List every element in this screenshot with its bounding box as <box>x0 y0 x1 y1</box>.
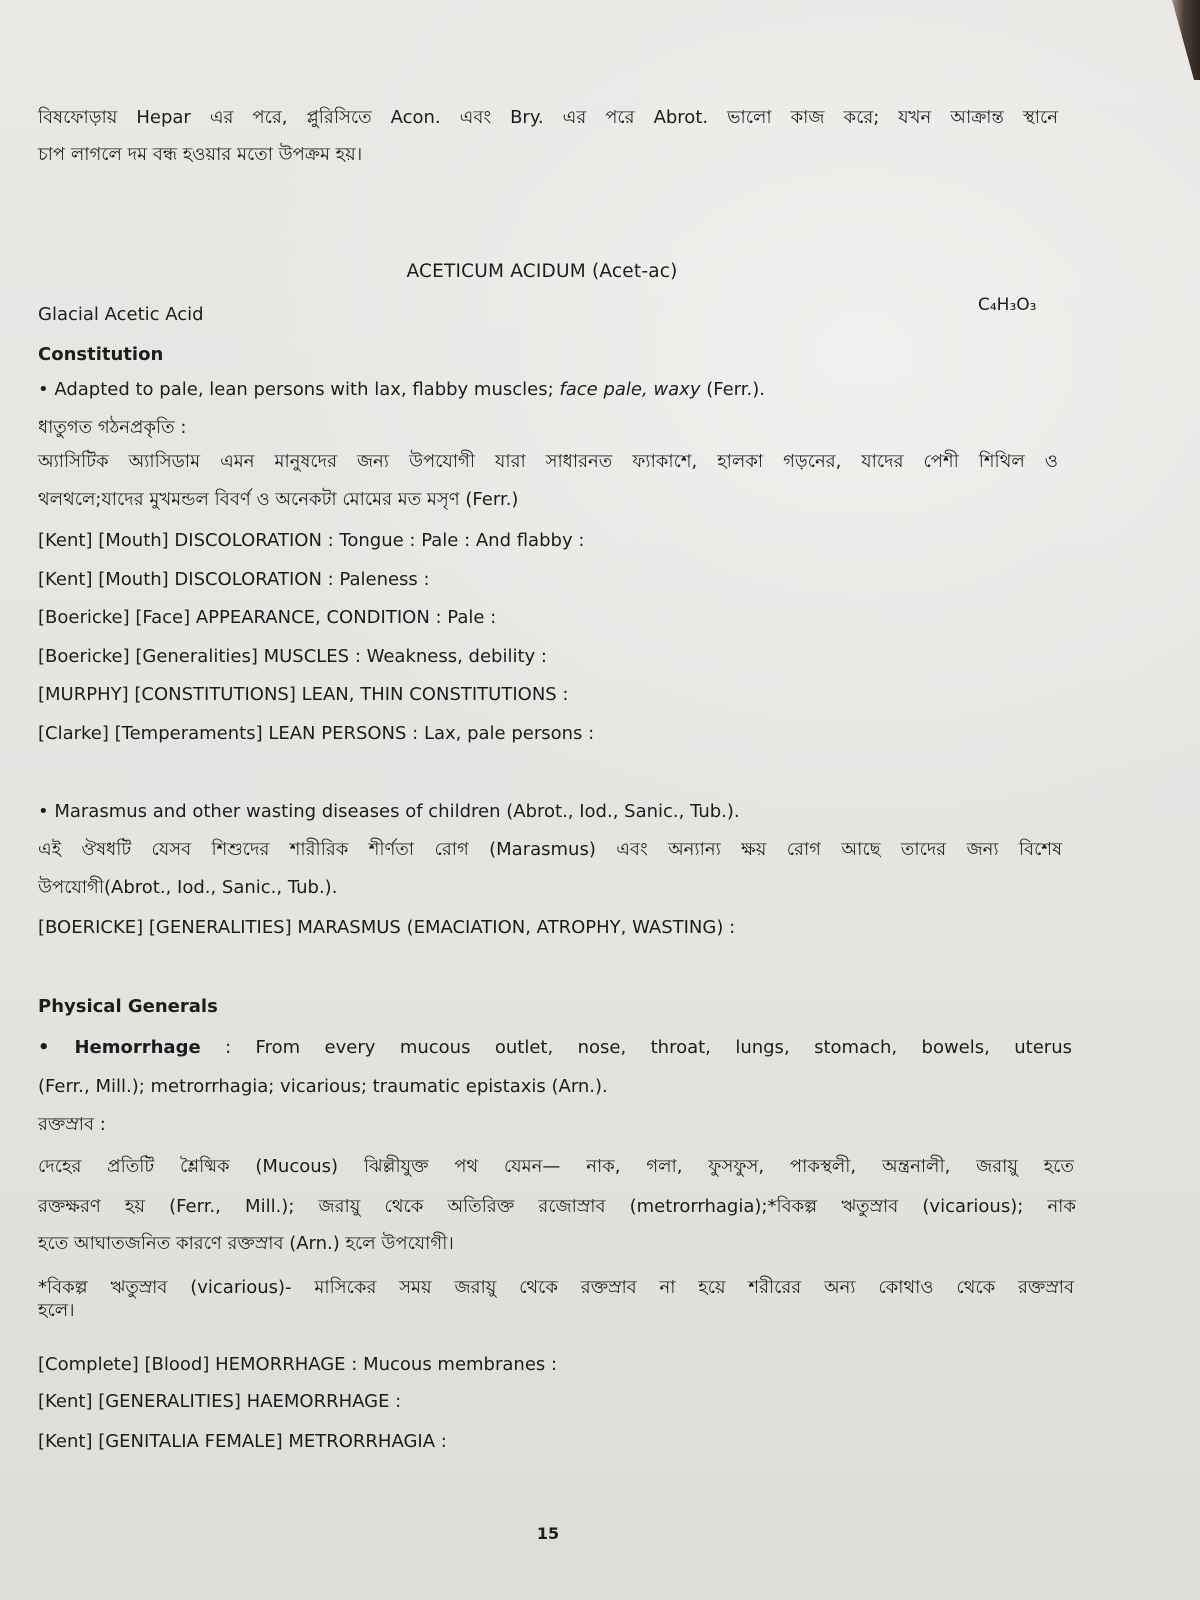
bengali-translation-line: রক্তক্ষরণ হয় (Ferr., Mill.); জরায়ু থেকে অতিরিক্ত রজোস্রাব (metrorrhagia);*বিকল্প ঋতুস্রাব (vicarious); নাক <box>38 1196 1076 1217</box>
section-heading-physical-generals: Physical Generals <box>38 996 218 1017</box>
bengali-translation-line: দেহের প্রতিটি শ্লৈষ্মিক (Mucous) ঝিল্লীযুক্ত পথ যেমন— নাক, গলা, ফুসফুস, পাকস্থলী, অন্ত্রনালী, জরায়ু হতে <box>38 1156 1074 1177</box>
symptom-text: (Ferr.). <box>700 379 765 400</box>
repertory-rubric: [Complete] [Blood] HEMORRHAGE : Mucous membranes : <box>38 1354 558 1375</box>
symptom-term: Hemorrhage <box>74 1037 201 1058</box>
page-edge-shadow <box>1160 0 1200 80</box>
repertory-rubric: [MURPHY] [CONSTITUTIONS] LEAN, THIN CONSTITUTIONS : <box>38 684 569 705</box>
symptom-italic-text: face pale, waxy <box>559 379 701 400</box>
remedy-title: ACETICUM ACIDUM (Acet-ac) <box>406 261 678 282</box>
symptom-text: • Adapted to pale, lean persons with lax, flabby muscles; <box>38 379 560 400</box>
repertory-rubric: [Kent] [Mouth] DISCOLORATION : Tongue : Pale : And flabby : <box>38 530 585 551</box>
symptom-line: • Marasmus and other wasting diseases of children (Abrot., Iod., Sanic., Tub.). <box>38 801 740 822</box>
bengali-heading: ধাতুগত গঠনপ্রকৃতি : <box>38 417 187 438</box>
symptom-line <box>38 371 765 409</box>
symptom-line <box>38 1029 1072 1067</box>
repertory-rubric: [Kent] [Mouth] DISCOLORATION : Paleness : <box>38 569 430 590</box>
footnote-line: *বিকল্প ঋতুস্রাব (vicarious)- মাসিকের সময় জরায়ু থেকে রক্তস্রাব না হয়ে শরীরের অন্য কোথাও থেকে রক্তস্রাব <box>38 1277 1074 1298</box>
remedy-common-name: Glacial Acetic Acid <box>38 304 204 325</box>
section-heading-constitution: Constitution <box>38 344 164 365</box>
repertory-rubric: [Boericke] [Generalities] MUSCLES : Weakness, debility : <box>38 646 547 667</box>
symptom-line: (Ferr., Mill.); metrorrhagia; vicarious; traumatic epistaxis (Arn.). <box>38 1076 608 1097</box>
bengali-translation-line: হতে আঘাতজনিত কারণে রক্তস্রাব (Arn.) হলে উপযোগী। <box>38 1233 454 1254</box>
bengali-translation-line: অ্যাসিটিক অ্যাসিডাম এমন মানুষদের জন্য উপযোগী যারা সাধারনত ফ্যাকাশে, হালকা গড়নের, যাদের পেশী শিথিল ও <box>38 451 1058 472</box>
footnote-line: হলে। <box>38 1300 75 1321</box>
chemical-formula: C₄H₃O₃ <box>978 295 1037 315</box>
intro-line: চাপ লাগলে দম বন্ধ হওয়ার মতো উপক্রম হয়। <box>38 144 363 165</box>
repertory-rubric: [Boericke] [Face] APPEARANCE, CONDITION : Pale : <box>38 607 497 628</box>
bullet: • <box>38 1037 75 1058</box>
bengali-translation-line: উপযোগী(Abrot., Iod., Sanic., Tub.). <box>38 877 338 898</box>
bengali-translation-line: থলথলে;যাদের মুখমন্ডল বিবর্ণ ও অনেকটা মোমের মত মসৃণ (Ferr.) <box>38 489 519 510</box>
symptom-text: : From every mucous outlet, nose, throat, lungs, stomach, bowels, uterus <box>200 1037 1072 1058</box>
intro-line: বিষফোড়ায় Hepar এর পরে, প্লুরিসিতে Acon. এবং Bry. এর পরে Abrot. ভালো কাজ করে; যখন আক্রান্ত স্থানে <box>38 107 1058 128</box>
bengali-heading: রক্তস্রাব : <box>38 1114 106 1135</box>
repertory-rubric: [Kent] [GENITALIA FEMALE] METRORRHAGIA : <box>38 1431 447 1452</box>
bengali-translation-line: এই ঔষধটি যেসব শিশুদের শারীরিক শীর্ণতা রোগ (Marasmus) এবং অন্যান্য ক্ষয় রোগ আছে তাদের জন্য বিশেষ <box>38 839 1062 860</box>
repertory-rubric: [Clarke] [Temperaments] LEAN PERSONS : Lax, pale persons : <box>38 723 595 744</box>
repertory-rubric: [Kent] [GENERALITIES] HAEMORRHAGE : <box>38 1391 402 1412</box>
repertory-rubric: [BOERICKE] [GENERALITIES] MARASMUS (EMACIATION, ATROPHY, WASTING) : <box>38 917 736 938</box>
page-number: 15 <box>536 1524 560 1543</box>
